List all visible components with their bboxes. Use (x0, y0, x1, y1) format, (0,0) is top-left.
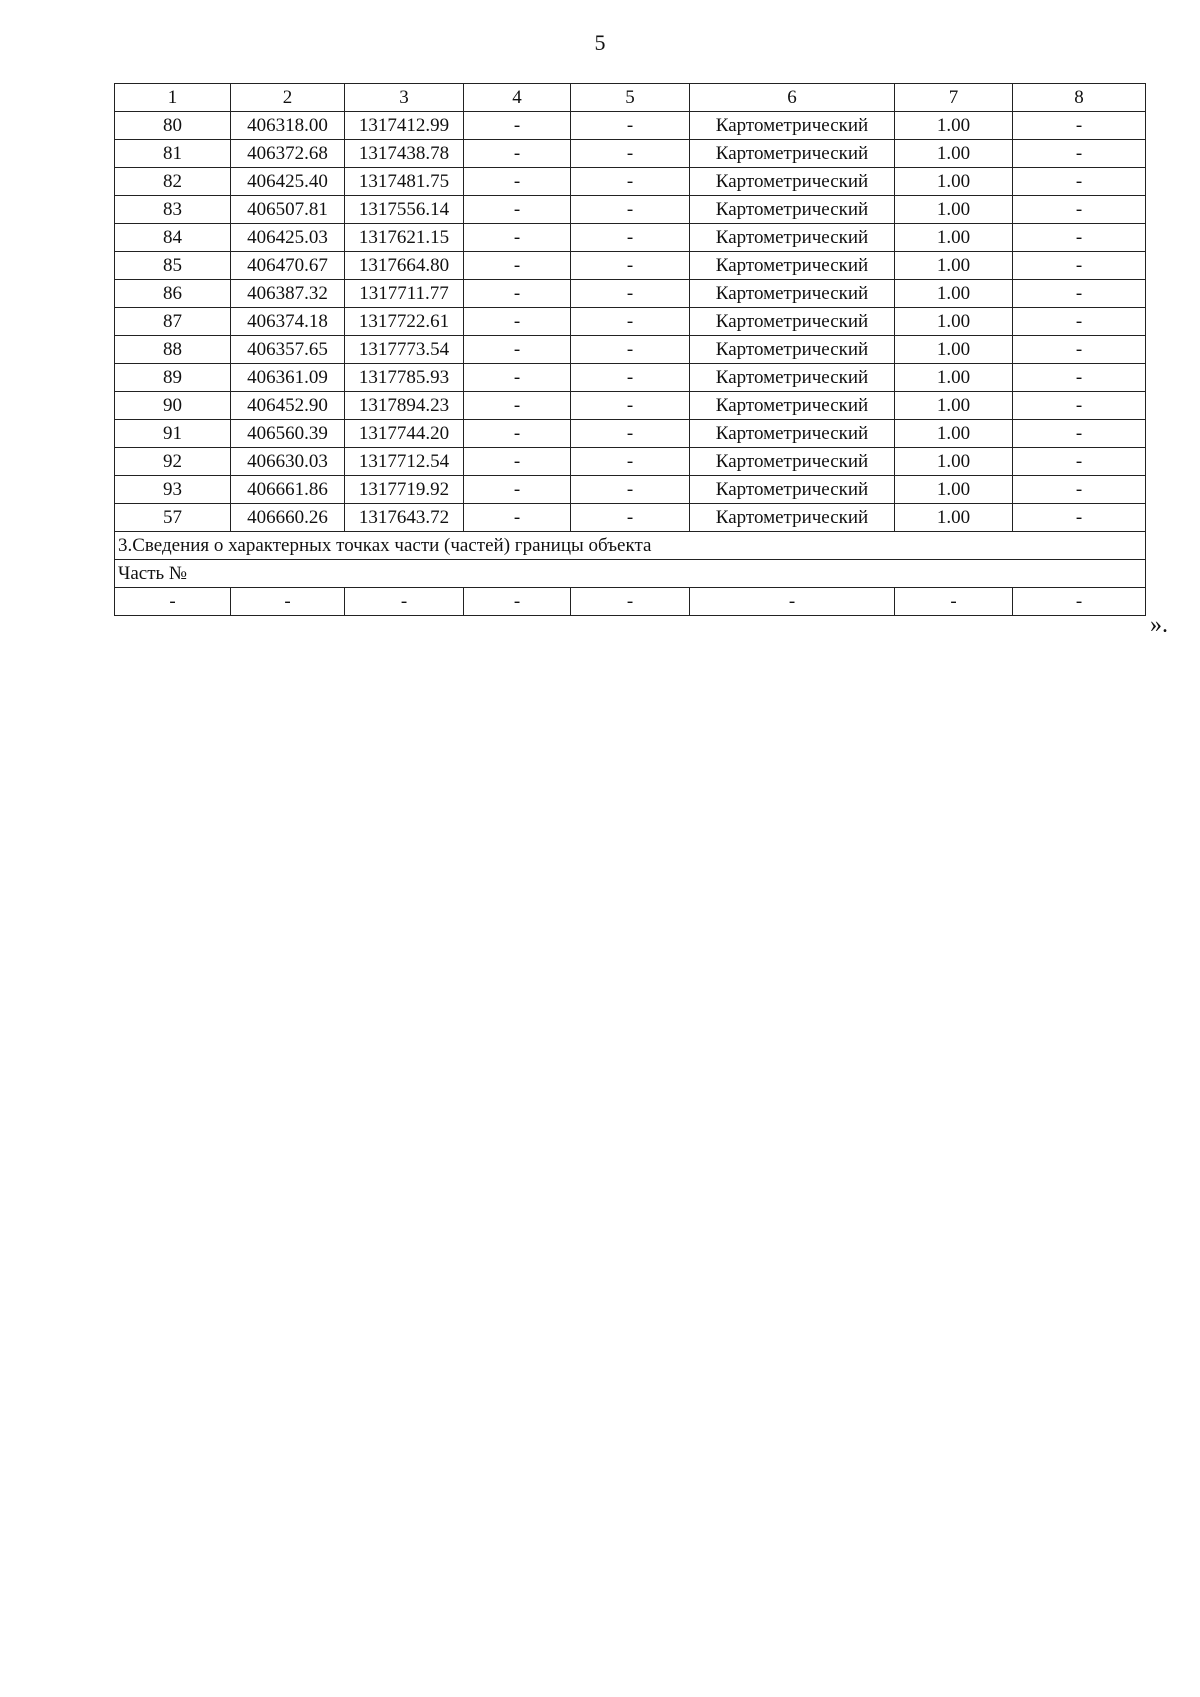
table-cell: 81 (115, 140, 231, 168)
table-cell: - (571, 392, 690, 420)
table-row (115, 308, 1146, 336)
table-cell: 1317556.14 (345, 196, 464, 224)
table-cell: 1317664.80 (345, 252, 464, 280)
table-cell: 8 (1013, 84, 1146, 112)
table-cell: Картометрический (690, 364, 895, 392)
table-cell: 1.00 (895, 420, 1013, 448)
table-cell: 1.00 (895, 140, 1013, 168)
table-cell: - (1013, 224, 1146, 252)
table-cell: - (464, 252, 571, 280)
table-cell: Картометрический (690, 280, 895, 308)
table-cell: - (571, 588, 690, 616)
section-title-row (115, 532, 1146, 560)
table-cell: - (1013, 588, 1146, 616)
table-cell: 1.00 (895, 448, 1013, 476)
table-cell: 1317744.20 (345, 420, 464, 448)
table-cell: 406387.32 (231, 280, 345, 308)
table-cell: - (464, 280, 571, 308)
table-cell: 1.00 (895, 336, 1013, 364)
table-cell: - (571, 112, 690, 140)
table-row (115, 588, 1146, 616)
table-cell: 1.00 (895, 168, 1013, 196)
table-cell: - (571, 224, 690, 252)
table-cell: 1.00 (895, 364, 1013, 392)
table-row (115, 420, 1146, 448)
table-cell: - (345, 588, 464, 616)
table-cell: Картометрический (690, 224, 895, 252)
table-cell: - (571, 364, 690, 392)
table-cell: 3 (345, 84, 464, 112)
table-cell: 406630.03 (231, 448, 345, 476)
table-cell: 4 (464, 84, 571, 112)
table-cell: 85 (115, 252, 231, 280)
table-cell: - (1013, 280, 1146, 308)
table-row (115, 112, 1146, 140)
table-cell: 84 (115, 224, 231, 252)
table-cell: - (464, 168, 571, 196)
table-cell: - (571, 252, 690, 280)
table-cell: 406357.65 (231, 336, 345, 364)
table-cell: 1317712.54 (345, 448, 464, 476)
table-cell: - (115, 588, 231, 616)
table-cell: 1317643.72 (345, 504, 464, 532)
table-cell: Картометрический (690, 504, 895, 532)
table-cell: 406372.68 (231, 140, 345, 168)
table-cell: 89 (115, 364, 231, 392)
table-cell: 406660.26 (231, 504, 345, 532)
table-cell: Картометрический (690, 420, 895, 448)
table-cell: 57 (115, 504, 231, 532)
table-cell: Картометрический (690, 252, 895, 280)
table-row (115, 392, 1146, 420)
table-row (115, 168, 1146, 196)
table-cell: 1317773.54 (345, 336, 464, 364)
table-row (115, 448, 1146, 476)
table-cell: 1.00 (895, 224, 1013, 252)
table-row (115, 280, 1146, 308)
table-cell: 1.00 (895, 196, 1013, 224)
section-title-row-text: 3.Сведения о характерных точках части (частей) границы объекта (115, 532, 1146, 560)
table-cell: Картометрический (690, 392, 895, 420)
table-cell: - (464, 588, 571, 616)
table-row (115, 364, 1146, 392)
table-cell: 1317438.78 (345, 140, 464, 168)
part-label-row (115, 560, 1146, 588)
table-cell: 88 (115, 336, 231, 364)
table-cell: - (571, 140, 690, 168)
table-cell: - (464, 336, 571, 364)
table-cell: 1317722.61 (345, 308, 464, 336)
table-cell: 1 (115, 84, 231, 112)
table-cell: 406470.67 (231, 252, 345, 280)
table-cell: 5 (571, 84, 690, 112)
table-row (115, 476, 1146, 504)
coordinates-table (114, 83, 1146, 616)
table-cell: - (464, 476, 571, 504)
table-cell: Картометрический (690, 168, 895, 196)
table-cell: 406425.40 (231, 168, 345, 196)
table-cell: 2 (231, 84, 345, 112)
table-cell: - (1013, 420, 1146, 448)
table-cell: 406318.00 (231, 112, 345, 140)
table-cell: - (464, 392, 571, 420)
table-cell: - (464, 504, 571, 532)
table-cell: Картометрический (690, 448, 895, 476)
table-cell: Картометрический (690, 476, 895, 504)
table-cell: Картометрический (690, 112, 895, 140)
table-cell: 90 (115, 392, 231, 420)
table-row (115, 224, 1146, 252)
table-cell: - (1013, 476, 1146, 504)
table-cell: Картометрический (690, 196, 895, 224)
table-cell: 406374.18 (231, 308, 345, 336)
table-cell: 1317785.93 (345, 364, 464, 392)
part-label-row-text: Часть № (115, 560, 1146, 588)
table-cell: - (571, 168, 690, 196)
table-cell: - (571, 336, 690, 364)
table-cell: 1317719.92 (345, 476, 464, 504)
table-cell: - (1013, 364, 1146, 392)
table-cell: - (1013, 504, 1146, 532)
table-cell: 1317711.77 (345, 280, 464, 308)
table-cell: 1317412.99 (345, 112, 464, 140)
table-cell: 7 (895, 84, 1013, 112)
table-cell: - (571, 448, 690, 476)
table-cell: 1.00 (895, 392, 1013, 420)
table-cell: - (1013, 196, 1146, 224)
table-cell: 82 (115, 168, 231, 196)
table-cell: - (1013, 448, 1146, 476)
table-cell: Картометрический (690, 308, 895, 336)
table-cell: - (464, 112, 571, 140)
table-cell: 1.00 (895, 280, 1013, 308)
table-cell: - (231, 588, 345, 616)
table-cell: - (571, 420, 690, 448)
table-row (115, 140, 1146, 168)
table-cell: 406361.09 (231, 364, 345, 392)
table-cell: Картометрический (690, 336, 895, 364)
table-cell: 1.00 (895, 504, 1013, 532)
table-cell: - (464, 448, 571, 476)
table-cell: - (895, 588, 1013, 616)
table-cell: - (1013, 252, 1146, 280)
table-header-row (115, 84, 1146, 112)
table-cell: 1317894.23 (345, 392, 464, 420)
table-cell: - (464, 196, 571, 224)
table-cell: 406452.90 (231, 392, 345, 420)
table-cell: - (690, 588, 895, 616)
table-cell: - (464, 364, 571, 392)
table-cell: - (1013, 392, 1146, 420)
table-cell: - (1013, 112, 1146, 140)
table-cell: - (464, 140, 571, 168)
table-cell: 1.00 (895, 308, 1013, 336)
table-cell: 1.00 (895, 112, 1013, 140)
table-cell: 87 (115, 308, 231, 336)
table-cell: Картометрический (690, 140, 895, 168)
table-cell: - (571, 504, 690, 532)
table-cell: 1317481.75 (345, 168, 464, 196)
table-cell: - (571, 280, 690, 308)
table-cell: - (1013, 140, 1146, 168)
table-cell: 93 (115, 476, 231, 504)
table-cell: 86 (115, 280, 231, 308)
table-cell: 91 (115, 420, 231, 448)
table-cell: - (571, 308, 690, 336)
table-row (115, 196, 1146, 224)
table-cell: 1.00 (895, 476, 1013, 504)
table-cell: 92 (115, 448, 231, 476)
table-cell: - (1013, 168, 1146, 196)
table-cell: 80 (115, 112, 231, 140)
table-cell: - (464, 308, 571, 336)
table-cell: - (464, 224, 571, 252)
table-cell: 6 (690, 84, 895, 112)
table-cell: 83 (115, 196, 231, 224)
table-cell: 406507.81 (231, 196, 345, 224)
table-cell: - (464, 420, 571, 448)
table-cell: - (1013, 336, 1146, 364)
table-cell: - (571, 196, 690, 224)
table-cell: 406425.03 (231, 224, 345, 252)
table-row (115, 336, 1146, 364)
table-row (115, 252, 1146, 280)
page-number: 5 (594, 30, 606, 55)
table-cell: 1.00 (895, 252, 1013, 280)
table-cell: 406661.86 (231, 476, 345, 504)
table-cell: 1317621.15 (345, 224, 464, 252)
table-row (115, 504, 1146, 532)
table-cell: 406560.39 (231, 420, 345, 448)
table-cell: - (1013, 308, 1146, 336)
closing-quote-mark: ». (1150, 612, 1168, 638)
table-cell: - (571, 476, 690, 504)
